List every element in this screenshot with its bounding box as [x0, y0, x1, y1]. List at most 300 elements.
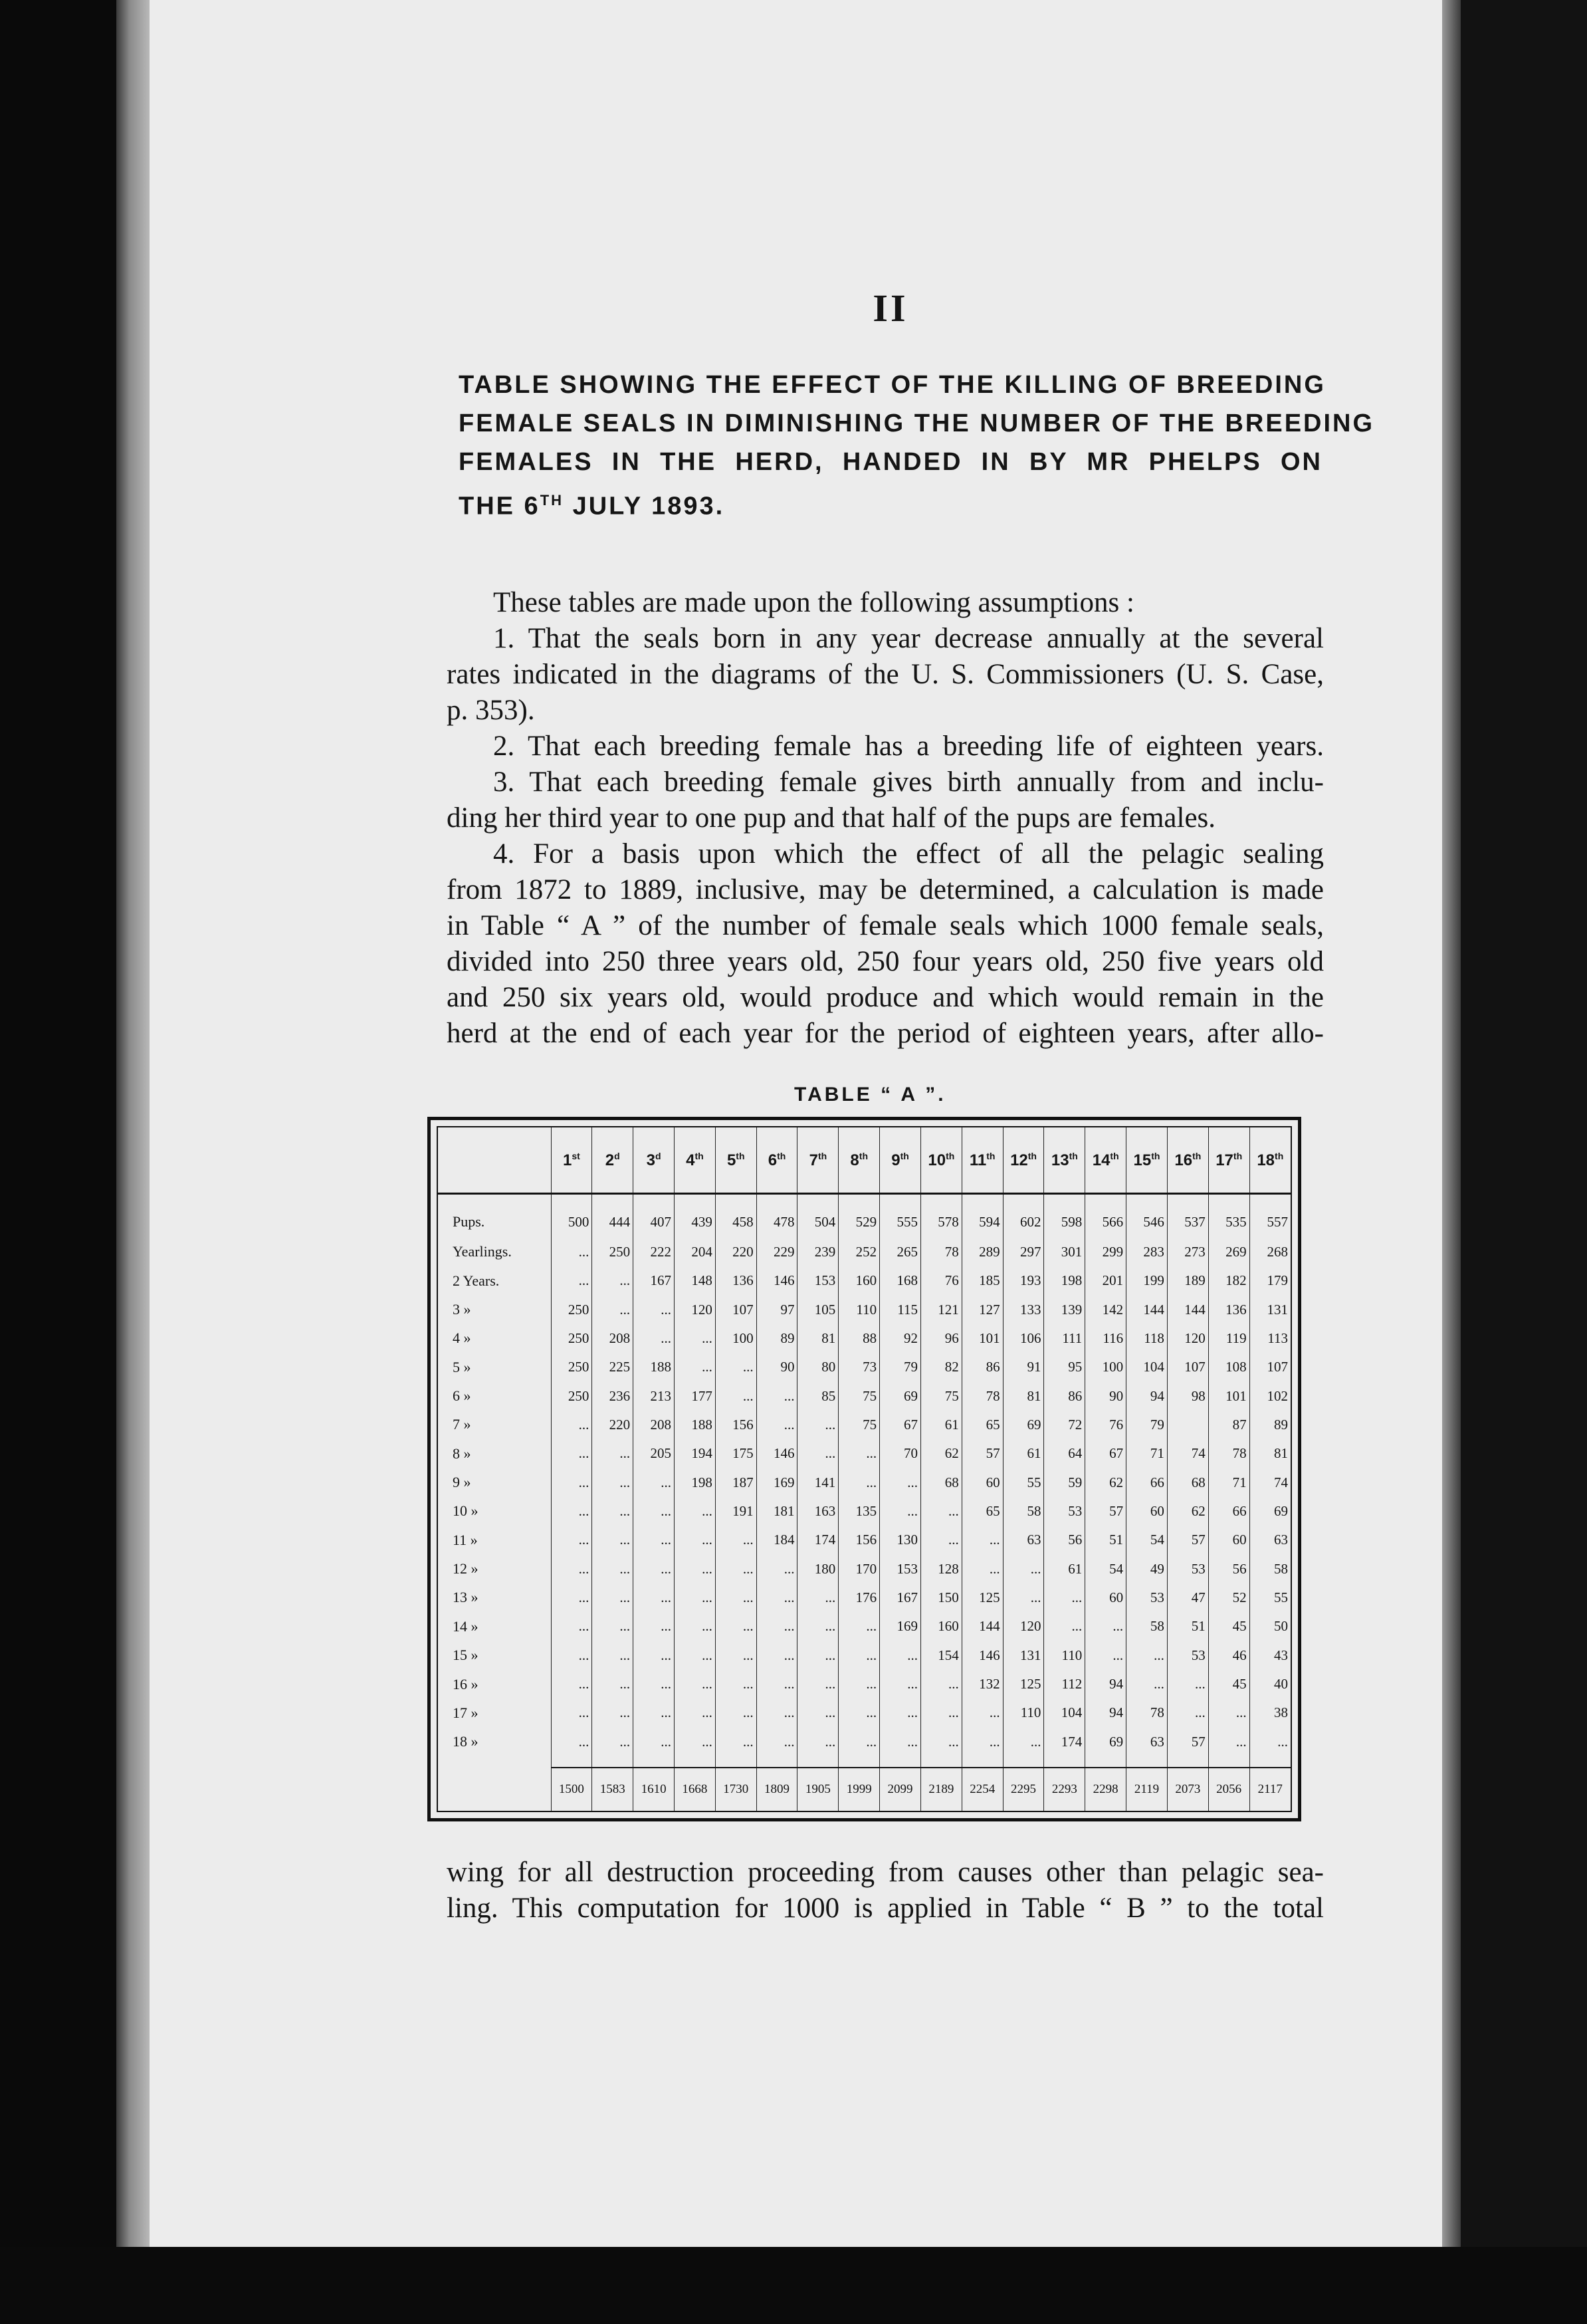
table-cell: 175 [715, 1439, 756, 1468]
table-cell: 52 [1208, 1583, 1249, 1612]
table-cell: 53 [1167, 1554, 1208, 1583]
total-cell: 2254 [962, 1768, 1003, 1811]
table-cell: ... [674, 1728, 715, 1756]
table-cell: 132 [962, 1670, 1003, 1698]
table-cell: 53 [1167, 1641, 1208, 1670]
after-line: wing for all destruction proceeding from causes other than pelagic sea- [447, 1857, 1324, 1888]
row-label: 13 » [453, 1589, 478, 1606]
table-row [438, 1353, 1291, 1381]
table-cell: 66 [1126, 1468, 1168, 1496]
table-cell: 156 [839, 1526, 880, 1554]
para3-line: 3. That each breeding female gives birth annually from and inclu- [493, 766, 1324, 798]
table-cell: 70 [880, 1439, 921, 1468]
totals-label [438, 1768, 551, 1811]
table-cell: 81 [1249, 1439, 1291, 1468]
table-cell: ... [839, 1641, 880, 1670]
table-cell: 154 [920, 1641, 962, 1670]
table-cell: ... [756, 1612, 797, 1641]
column-header: 2$^d$ [592, 1127, 633, 1194]
table-cell: ... [551, 1526, 592, 1554]
table-cell: ... [674, 1612, 715, 1641]
table-cell: 144 [1126, 1295, 1168, 1324]
table-cell: ... [592, 1497, 633, 1526]
table-cell: 58 [1126, 1612, 1168, 1641]
table-cell: 79 [1126, 1411, 1168, 1439]
table-cell: ... [592, 1728, 633, 1756]
table-cell: 60 [962, 1468, 1003, 1496]
table-cell: 269 [1208, 1238, 1249, 1266]
total-cell: 2298 [1085, 1768, 1126, 1811]
table-cell: 250 [551, 1353, 592, 1381]
table-cell: 61 [1003, 1439, 1044, 1468]
table-row [438, 1554, 1291, 1583]
table-cell: 174 [1044, 1728, 1085, 1756]
table-cell: 188 [633, 1353, 675, 1381]
table-cell: 529 [839, 1194, 880, 1238]
table-cell: 86 [1044, 1381, 1085, 1410]
table-cell: 153 [797, 1266, 839, 1295]
table-cell: 136 [715, 1266, 756, 1295]
total-cell: 1583 [592, 1768, 633, 1811]
column-header: 3$^d$ [633, 1127, 675, 1194]
column-header: 9th [880, 1127, 921, 1194]
table-row [438, 1670, 1291, 1698]
table-a [438, 1127, 1291, 1811]
row-label: Yearlings. [453, 1243, 512, 1260]
column-header: 12th [1003, 1127, 1044, 1194]
table-cell: ... [715, 1641, 756, 1670]
intro-line: These tables are made upon the following assumptions : [493, 587, 1134, 618]
table-cell: ... [839, 1698, 880, 1727]
table-cell: 55 [1249, 1583, 1291, 1612]
table-cell: 297 [1003, 1238, 1044, 1266]
table-cell: 174 [797, 1526, 839, 1554]
table-cell: 199 [1126, 1266, 1168, 1295]
table-cell: ... [551, 1266, 592, 1295]
table-cell: 478 [756, 1194, 797, 1238]
table-row [438, 1324, 1291, 1353]
table-cell: 546 [1126, 1194, 1168, 1238]
table-cell: 250 [551, 1381, 592, 1410]
table-row [438, 1295, 1291, 1324]
table-cell: 133 [1003, 1295, 1044, 1324]
table-cell: ... [797, 1641, 839, 1670]
table-cell: 101 [962, 1324, 1003, 1353]
table-cell: 185 [962, 1266, 1003, 1295]
table-cell: ... [674, 1353, 715, 1381]
table-cell: 146 [962, 1641, 1003, 1670]
table-cell: 81 [797, 1324, 839, 1353]
table-cell: ... [1085, 1612, 1126, 1641]
scan-bottom-border [0, 2247, 1587, 2324]
table-cell: 250 [551, 1324, 592, 1353]
table-cell: 198 [674, 1468, 715, 1496]
para4-line: herd at the end of each year for the period of eighteen years, after allo- [447, 1018, 1324, 1049]
row-label: 2 Years. [453, 1272, 500, 1289]
scan-left-border [0, 0, 116, 2324]
table-cell: ... [839, 1468, 880, 1496]
table-cell [1167, 1411, 1208, 1439]
table-cell: 113 [1249, 1324, 1291, 1353]
row-label: 8 » [453, 1445, 471, 1462]
table-cell: 144 [1167, 1295, 1208, 1324]
table-cell: 62 [1167, 1497, 1208, 1526]
table-cell: ... [674, 1583, 715, 1612]
table-cell: 208 [633, 1411, 675, 1439]
column-header: 5th [715, 1127, 756, 1194]
table-cell: ... [674, 1698, 715, 1727]
table-cell: ... [592, 1554, 633, 1583]
table-cell: 187 [715, 1468, 756, 1496]
table-cell: 46 [1208, 1641, 1249, 1670]
table-cell: 56 [1208, 1554, 1249, 1583]
table-cell: ... [1044, 1612, 1085, 1641]
table-cell: ... [756, 1554, 797, 1583]
table-cell: 74 [1167, 1439, 1208, 1468]
table-cell: 56 [1044, 1526, 1085, 1554]
table-cell: ... [839, 1439, 880, 1468]
column-header: 18th [1249, 1127, 1291, 1194]
table-cell: 63 [1126, 1728, 1168, 1756]
table-cell: 82 [920, 1353, 962, 1381]
table-cell: 71 [1126, 1439, 1168, 1468]
table-cell: 283 [1126, 1238, 1168, 1266]
table-cell: 273 [1167, 1238, 1208, 1266]
para3-line: ding her third year to one pup and that half of the pups are females. [447, 802, 1216, 834]
table-cell: 181 [756, 1497, 797, 1526]
table-cell: ... [633, 1583, 675, 1612]
body-text-continued [447, 1855, 1324, 1926]
table-cell: 53 [1126, 1583, 1168, 1612]
table-cell: 57 [1085, 1497, 1126, 1526]
table-cell: 179 [1249, 1266, 1291, 1295]
table-cell: 78 [1126, 1698, 1168, 1727]
table-cell: 160 [839, 1266, 880, 1295]
table-cell: 95 [1044, 1353, 1085, 1381]
table-cell: 301 [1044, 1238, 1085, 1266]
table-cell: 500 [551, 1194, 592, 1238]
table-cell: ... [962, 1554, 1003, 1583]
para4-line: divided into 250 three years old, 250 four years old, 250 five years old [447, 946, 1324, 977]
table-cell: 60 [1126, 1497, 1168, 1526]
table-cell: ... [1126, 1670, 1168, 1698]
table-cell: 169 [880, 1612, 921, 1641]
table-row [438, 1583, 1291, 1612]
table-cell: 120 [674, 1295, 715, 1324]
table-cell: 85 [797, 1381, 839, 1410]
table-cell: 225 [592, 1353, 633, 1381]
table-cell: 116 [1085, 1324, 1126, 1353]
table-cell: ... [920, 1497, 962, 1526]
after-line: ling. This computation for 1000 is applied in Table “ B ” to the total [447, 1893, 1324, 1924]
table-cell: ... [551, 1728, 592, 1756]
table-a-frame [427, 1117, 1301, 1821]
table-cell: ... [880, 1670, 921, 1698]
table-cell: 167 [633, 1266, 675, 1295]
row-label: 7 » [453, 1416, 471, 1433]
table-cell: ... [756, 1583, 797, 1612]
total-cell: 1905 [797, 1768, 839, 1811]
row-label: 17 » [453, 1704, 478, 1721]
row-label: 16 » [453, 1675, 478, 1692]
table-cell: 204 [674, 1238, 715, 1266]
table-cell: 74 [1249, 1468, 1291, 1496]
table-cell: 110 [839, 1295, 880, 1324]
table-cell: ... [592, 1295, 633, 1324]
table-row [438, 1381, 1291, 1410]
page-gutter-shadow [116, 0, 150, 2247]
table-cell: 160 [920, 1612, 962, 1641]
table-cell: 555 [880, 1194, 921, 1238]
table-cell: 125 [962, 1583, 1003, 1612]
para2-line: 2. That each breeding female has a breeding life of eighteen years. [493, 731, 1324, 762]
table-cell: 115 [880, 1295, 921, 1324]
table-cell: 239 [797, 1238, 839, 1266]
table-cell: ... [756, 1411, 797, 1439]
table-cell: 121 [920, 1295, 962, 1324]
table-cell: 38 [1249, 1698, 1291, 1727]
table-cell: 168 [880, 1266, 921, 1295]
table-cell: 58 [1249, 1554, 1291, 1583]
table-cell: ... [551, 1468, 592, 1496]
table-caption: TABLE “ A ”. [794, 1084, 946, 1105]
column-header: 6th [756, 1127, 797, 1194]
table-cell: ... [674, 1526, 715, 1554]
table-cell: ... [839, 1670, 880, 1698]
table-cell: 63 [1249, 1526, 1291, 1554]
table-cell: 97 [756, 1295, 797, 1324]
table-cell: 188 [674, 1411, 715, 1439]
heading-line: FEMALES IN THE HERD, HANDED IN BY MR PHELPS ON [459, 448, 1322, 476]
table-cell: 54 [1085, 1554, 1126, 1583]
table-cell: 182 [1208, 1266, 1249, 1295]
para1-line: rates indicated in the diagrams of the U. S. Commissioners (U. S. Case, [447, 659, 1324, 690]
table-cell: 125 [1003, 1670, 1044, 1698]
table-cell: 78 [1208, 1439, 1249, 1468]
table-cell: 146 [756, 1266, 797, 1295]
table-cell: ... [797, 1728, 839, 1756]
table-cell: ... [1003, 1728, 1044, 1756]
table-cell: 80 [797, 1353, 839, 1381]
table-cell: 444 [592, 1194, 633, 1238]
table-cell: ... [715, 1698, 756, 1727]
total-cell: 2119 [1126, 1768, 1168, 1811]
table-cell: 602 [1003, 1194, 1044, 1238]
para1-line: 1. That the seals born in any year decrease annually at the several [493, 623, 1324, 654]
table-row [438, 1526, 1291, 1554]
table-cell: 68 [1167, 1468, 1208, 1496]
table-cell: 439 [674, 1194, 715, 1238]
table-cell: 131 [1249, 1295, 1291, 1324]
table-cell: 163 [797, 1497, 839, 1526]
table-cell: ... [920, 1526, 962, 1554]
table-cell: ... [1003, 1554, 1044, 1583]
table-cell: ... [880, 1641, 921, 1670]
table-cell: 61 [1044, 1554, 1085, 1583]
table-cell: 566 [1085, 1194, 1126, 1238]
table-cell: ... [839, 1728, 880, 1756]
table-cell: ... [962, 1728, 1003, 1756]
table-cell: ... [756, 1381, 797, 1410]
table-cell: 60 [1085, 1583, 1126, 1612]
table-cell: 110 [1044, 1641, 1085, 1670]
total-cell: 2295 [1003, 1768, 1044, 1811]
table-row [438, 1641, 1291, 1670]
table-cell: 407 [633, 1194, 675, 1238]
table-cell: ... [633, 1670, 675, 1698]
table-cell: 64 [1044, 1439, 1085, 1468]
table-cell: ... [797, 1670, 839, 1698]
table-cell: 78 [920, 1238, 962, 1266]
table-cell: ... [839, 1612, 880, 1641]
table-cell: 61 [920, 1411, 962, 1439]
table-cell: 78 [962, 1381, 1003, 1410]
table-cell: ... [756, 1670, 797, 1698]
row-label: 5 » [453, 1358, 471, 1375]
table-cell: ... [592, 1612, 633, 1641]
page-number: II [873, 287, 908, 330]
table-cell: ... [797, 1439, 839, 1468]
total-cell: 1809 [756, 1768, 797, 1811]
table-cell: 51 [1085, 1526, 1126, 1554]
table-cell: 119 [1208, 1324, 1249, 1353]
table-cell: ... [592, 1670, 633, 1698]
table-cell: ... [920, 1698, 962, 1727]
heading-line: TABLE SHOWING THE EFFECT OF THE KILLING OF BREEDING [459, 371, 1326, 399]
table-cell: ... [1044, 1583, 1085, 1612]
table-cell: 537 [1167, 1194, 1208, 1238]
table-cell: 153 [880, 1554, 921, 1583]
table-cell: 96 [920, 1324, 962, 1353]
table-cell: 118 [1126, 1324, 1168, 1353]
table-cell: 193 [1003, 1266, 1044, 1295]
table-cell: ... [1167, 1698, 1208, 1727]
table-cell: 180 [797, 1554, 839, 1583]
column-header: 1st [551, 1127, 592, 1194]
table-cell: 67 [880, 1411, 921, 1439]
row-label: 4 » [453, 1330, 471, 1347]
page-right-shadow [1442, 0, 1461, 2247]
table-cell: 89 [756, 1324, 797, 1353]
table-cell: 54 [1126, 1526, 1168, 1554]
table-cell: ... [1167, 1670, 1208, 1698]
table-cell: 107 [1167, 1353, 1208, 1381]
table-cell: ... [880, 1728, 921, 1756]
table-cell: 75 [839, 1411, 880, 1439]
table-cell: 40 [1249, 1670, 1291, 1698]
table-cell: 50 [1249, 1612, 1291, 1641]
table-cell: ... [674, 1641, 715, 1670]
column-header: 11th [962, 1127, 1003, 1194]
column-header: 7th [797, 1127, 839, 1194]
table-cell: ... [1249, 1728, 1291, 1756]
row-label: Pups. [453, 1213, 485, 1230]
table-row [438, 1612, 1291, 1641]
table-cell: ... [633, 1497, 675, 1526]
table-cell: ... [715, 1554, 756, 1583]
table-cell: ... [551, 1612, 592, 1641]
table-cell: ... [715, 1728, 756, 1756]
table-cell: 170 [839, 1554, 880, 1583]
total-cell: 1500 [551, 1768, 592, 1811]
table-cell: 81 [1003, 1381, 1044, 1410]
table-cell: 69 [1003, 1411, 1044, 1439]
table-cell: 60 [1208, 1526, 1249, 1554]
document-heading [459, 366, 1375, 526]
table-cell: ... [551, 1670, 592, 1698]
table-cell: ... [633, 1526, 675, 1554]
body-text-intro [447, 585, 1324, 1052]
table-cell: ... [551, 1439, 592, 1468]
table-cell: ... [756, 1698, 797, 1727]
table-cell: 57 [1167, 1526, 1208, 1554]
table-cell: 252 [839, 1238, 880, 1266]
table-cell: 107 [715, 1295, 756, 1324]
table-cell: 504 [797, 1194, 839, 1238]
table-cell: 250 [592, 1238, 633, 1266]
table-cell: ... [880, 1497, 921, 1526]
table-cell: 69 [1085, 1728, 1126, 1756]
row-label: 6 » [453, 1387, 471, 1405]
table-cell: ... [1003, 1583, 1044, 1612]
table-cell: ... [715, 1526, 756, 1554]
para4-line: and 250 six years old, would produce and which would remain in the [447, 982, 1324, 1013]
table-cell: 201 [1085, 1266, 1126, 1295]
table-cell: ... [633, 1295, 675, 1324]
table-cell: 65 [962, 1497, 1003, 1526]
table-cell: 76 [920, 1266, 962, 1295]
column-header: 13th [1044, 1127, 1085, 1194]
column-header: 4th [674, 1127, 715, 1194]
table-cell: 63 [1003, 1526, 1044, 1554]
table-cell: 191 [715, 1497, 756, 1526]
table-cell: 598 [1044, 1194, 1085, 1238]
table-cell: 104 [1044, 1698, 1085, 1727]
table-cell: 458 [715, 1194, 756, 1238]
row-label-header [438, 1127, 551, 1194]
table-cell: 87 [1208, 1411, 1249, 1439]
table-cell: ... [715, 1353, 756, 1381]
column-header: 8th [839, 1127, 880, 1194]
table-cell: ... [715, 1670, 756, 1698]
table-cell: 67 [1085, 1439, 1126, 1468]
table-row [438, 1194, 1291, 1238]
table-cell: ... [715, 1381, 756, 1410]
table-cell: 205 [633, 1439, 675, 1468]
table-cell: 156 [715, 1411, 756, 1439]
table-cell: 106 [1003, 1324, 1044, 1353]
table-cell: 198 [1044, 1266, 1085, 1295]
table-cell: ... [756, 1728, 797, 1756]
table-cell: 136 [1208, 1295, 1249, 1324]
table-cell: 184 [756, 1526, 797, 1554]
total-cell: 1668 [674, 1768, 715, 1811]
table-cell: 194 [674, 1439, 715, 1468]
table-cell: 150 [920, 1583, 962, 1612]
table-cell: 69 [880, 1381, 921, 1410]
total-cell: 1610 [633, 1768, 675, 1811]
table-cell: ... [633, 1698, 675, 1727]
table-cell: 94 [1126, 1381, 1168, 1410]
row-label: 12 » [453, 1560, 478, 1577]
table-cell: 130 [880, 1526, 921, 1554]
table-cell: 108 [1208, 1353, 1249, 1381]
total-cell: 1730 [715, 1768, 756, 1811]
table-cell: 69 [1249, 1497, 1291, 1526]
table-cell: 112 [1044, 1670, 1085, 1698]
table-cell: 127 [962, 1295, 1003, 1324]
table-cell: 142 [1085, 1295, 1126, 1324]
